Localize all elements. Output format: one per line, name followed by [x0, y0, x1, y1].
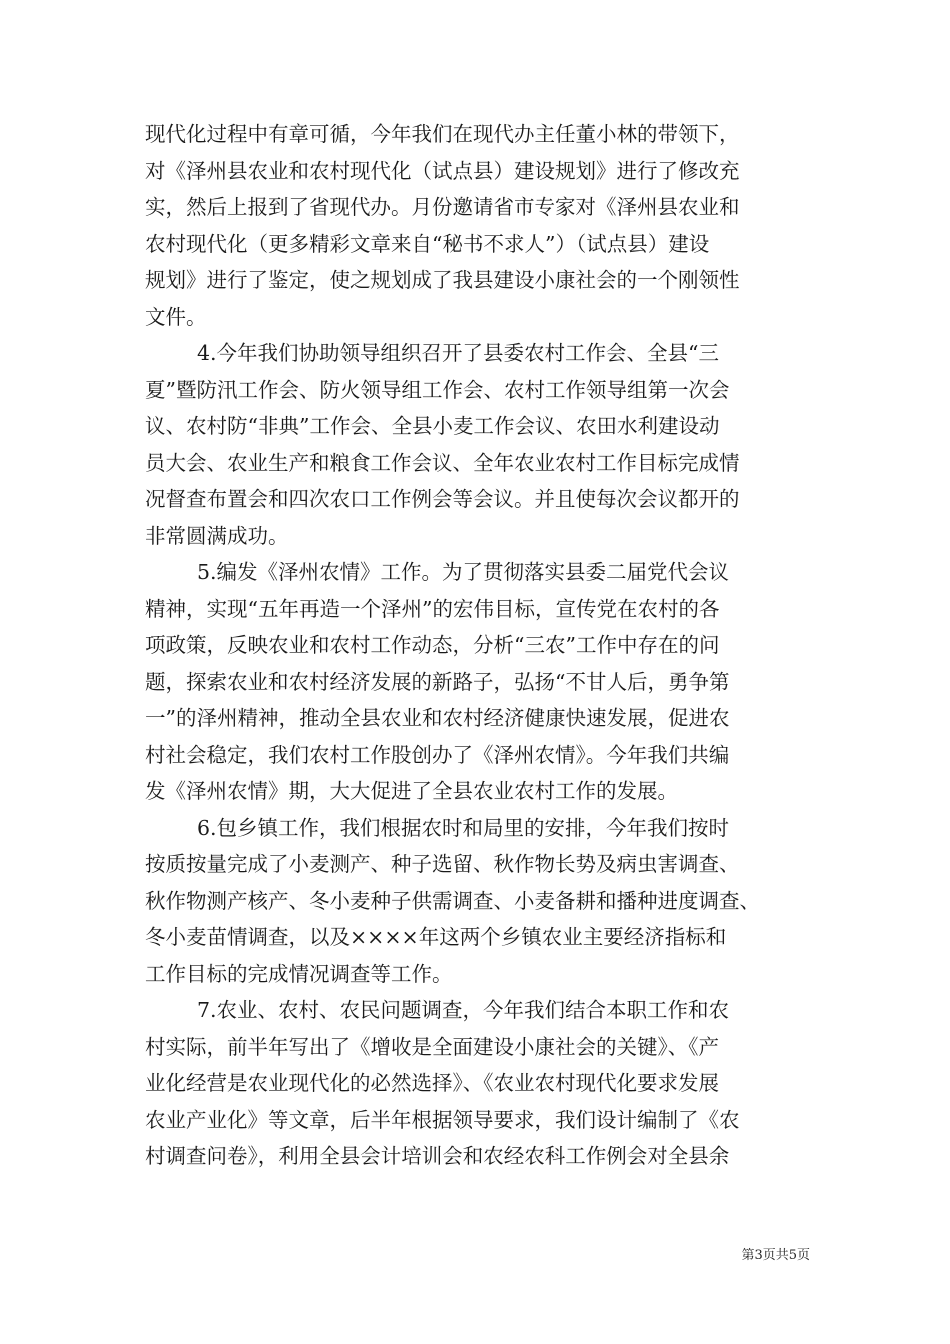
text-line: 秋作物测产核产、冬小麦种子供需调查、小麦备耕和播种进度调查、	[145, 888, 760, 913]
text-line: 一”的泽州精神，推动全县农业和农村经济健康快速发展，促进农	[145, 706, 730, 730]
text-line: 7.农业、农村、农民问题调查，今年我们结合本职工作和农	[197, 998, 730, 1022]
text-line: 非常圆满成功。	[145, 523, 289, 548]
body-text	[145, 116, 810, 1175]
text-line: 村社会稳定，我们农村工作股创办了《泽州农情》。今年我们共编	[145, 742, 730, 767]
text-line: 项政策，反映农业和农村工作动态，分析“三农”工作中存在的问	[145, 633, 720, 657]
text-line: 6.包乡镇工作，我们根据农时和局里的安排，今年我们按时	[197, 815, 730, 840]
text-line: 5.编发《泽州农情》工作。为了贯彻落实县委二届党代会议	[197, 560, 730, 584]
text-line: 精神，实现“五年再造一个泽州”的宏伟目标，宣传党在农村的各	[145, 596, 720, 621]
text-line: 村实际，前半年写出了《增收是全面建设小康社会的关键》、《产	[145, 1034, 719, 1059]
text-line: 农业产业化》等文章，后半年根据领导要求，我们设计编制了《农	[145, 1107, 740, 1132]
text-line: 农村现代化（更多精彩文章来自“秘书不求人”）（试点县）建设	[145, 231, 710, 256]
text-line: 文件。	[145, 304, 207, 329]
text-line: 4.今年我们协助领导组织召开了县委农村工作会、全县“三	[197, 341, 720, 365]
page-number: 第3页共5页	[741, 1248, 810, 1263]
text-line: 工作目标的完成情况调查等工作。	[145, 961, 453, 986]
text-line: 业化经营是农业现代化的必然选择》、《农业农村现代化要求发展	[145, 1071, 719, 1095]
text-line: 况督查布置会和四次农口工作例会等会议。并且使每次会议都开的	[145, 487, 740, 511]
text-line: 按质按量完成了小麦测产、种子选留、秋作物长势及病虫害调查、	[145, 852, 740, 876]
text-line: 夏”暨防汛工作会、防火领导组工作会、农村工作领导组第一次会	[145, 377, 730, 402]
text-line: 实，然后上报到了省现代办。月份邀请省市专家对《泽州县农业和	[145, 195, 740, 219]
text-line: 村调查问卷》，利用全县会计培训会和农经农科工作例会对全县余	[145, 1144, 730, 1168]
text-line: 议、农村防“非典”工作会、全县小麦工作会议、农田水利建设动	[145, 414, 720, 438]
text-line: 员大会、农业生产和粮食工作会议、全年农业农村工作目标完成情	[145, 450, 740, 475]
text-line: 对《泽州县农业和农村现代化（试点县）建设规划》进行了修改充	[145, 158, 740, 183]
text-line: 冬小麦苗情调查，以及××××年这两个乡镇农业主要经济指标和	[145, 925, 727, 949]
text-line: 发《泽州农情》期，大大促进了全县农业农村工作的发展。	[145, 779, 678, 803]
text-line: 规划》进行了鉴定，使之规划成了我县建设小康社会的一个刚领性	[145, 268, 740, 292]
text-line: 题，探索农业和农村经济发展的新路子，弘扬“不甘人后，勇争第	[145, 669, 730, 694]
text-line: 现代化过程中有章可循，今年我们在现代办主任董小林的带领下，	[145, 122, 740, 146]
